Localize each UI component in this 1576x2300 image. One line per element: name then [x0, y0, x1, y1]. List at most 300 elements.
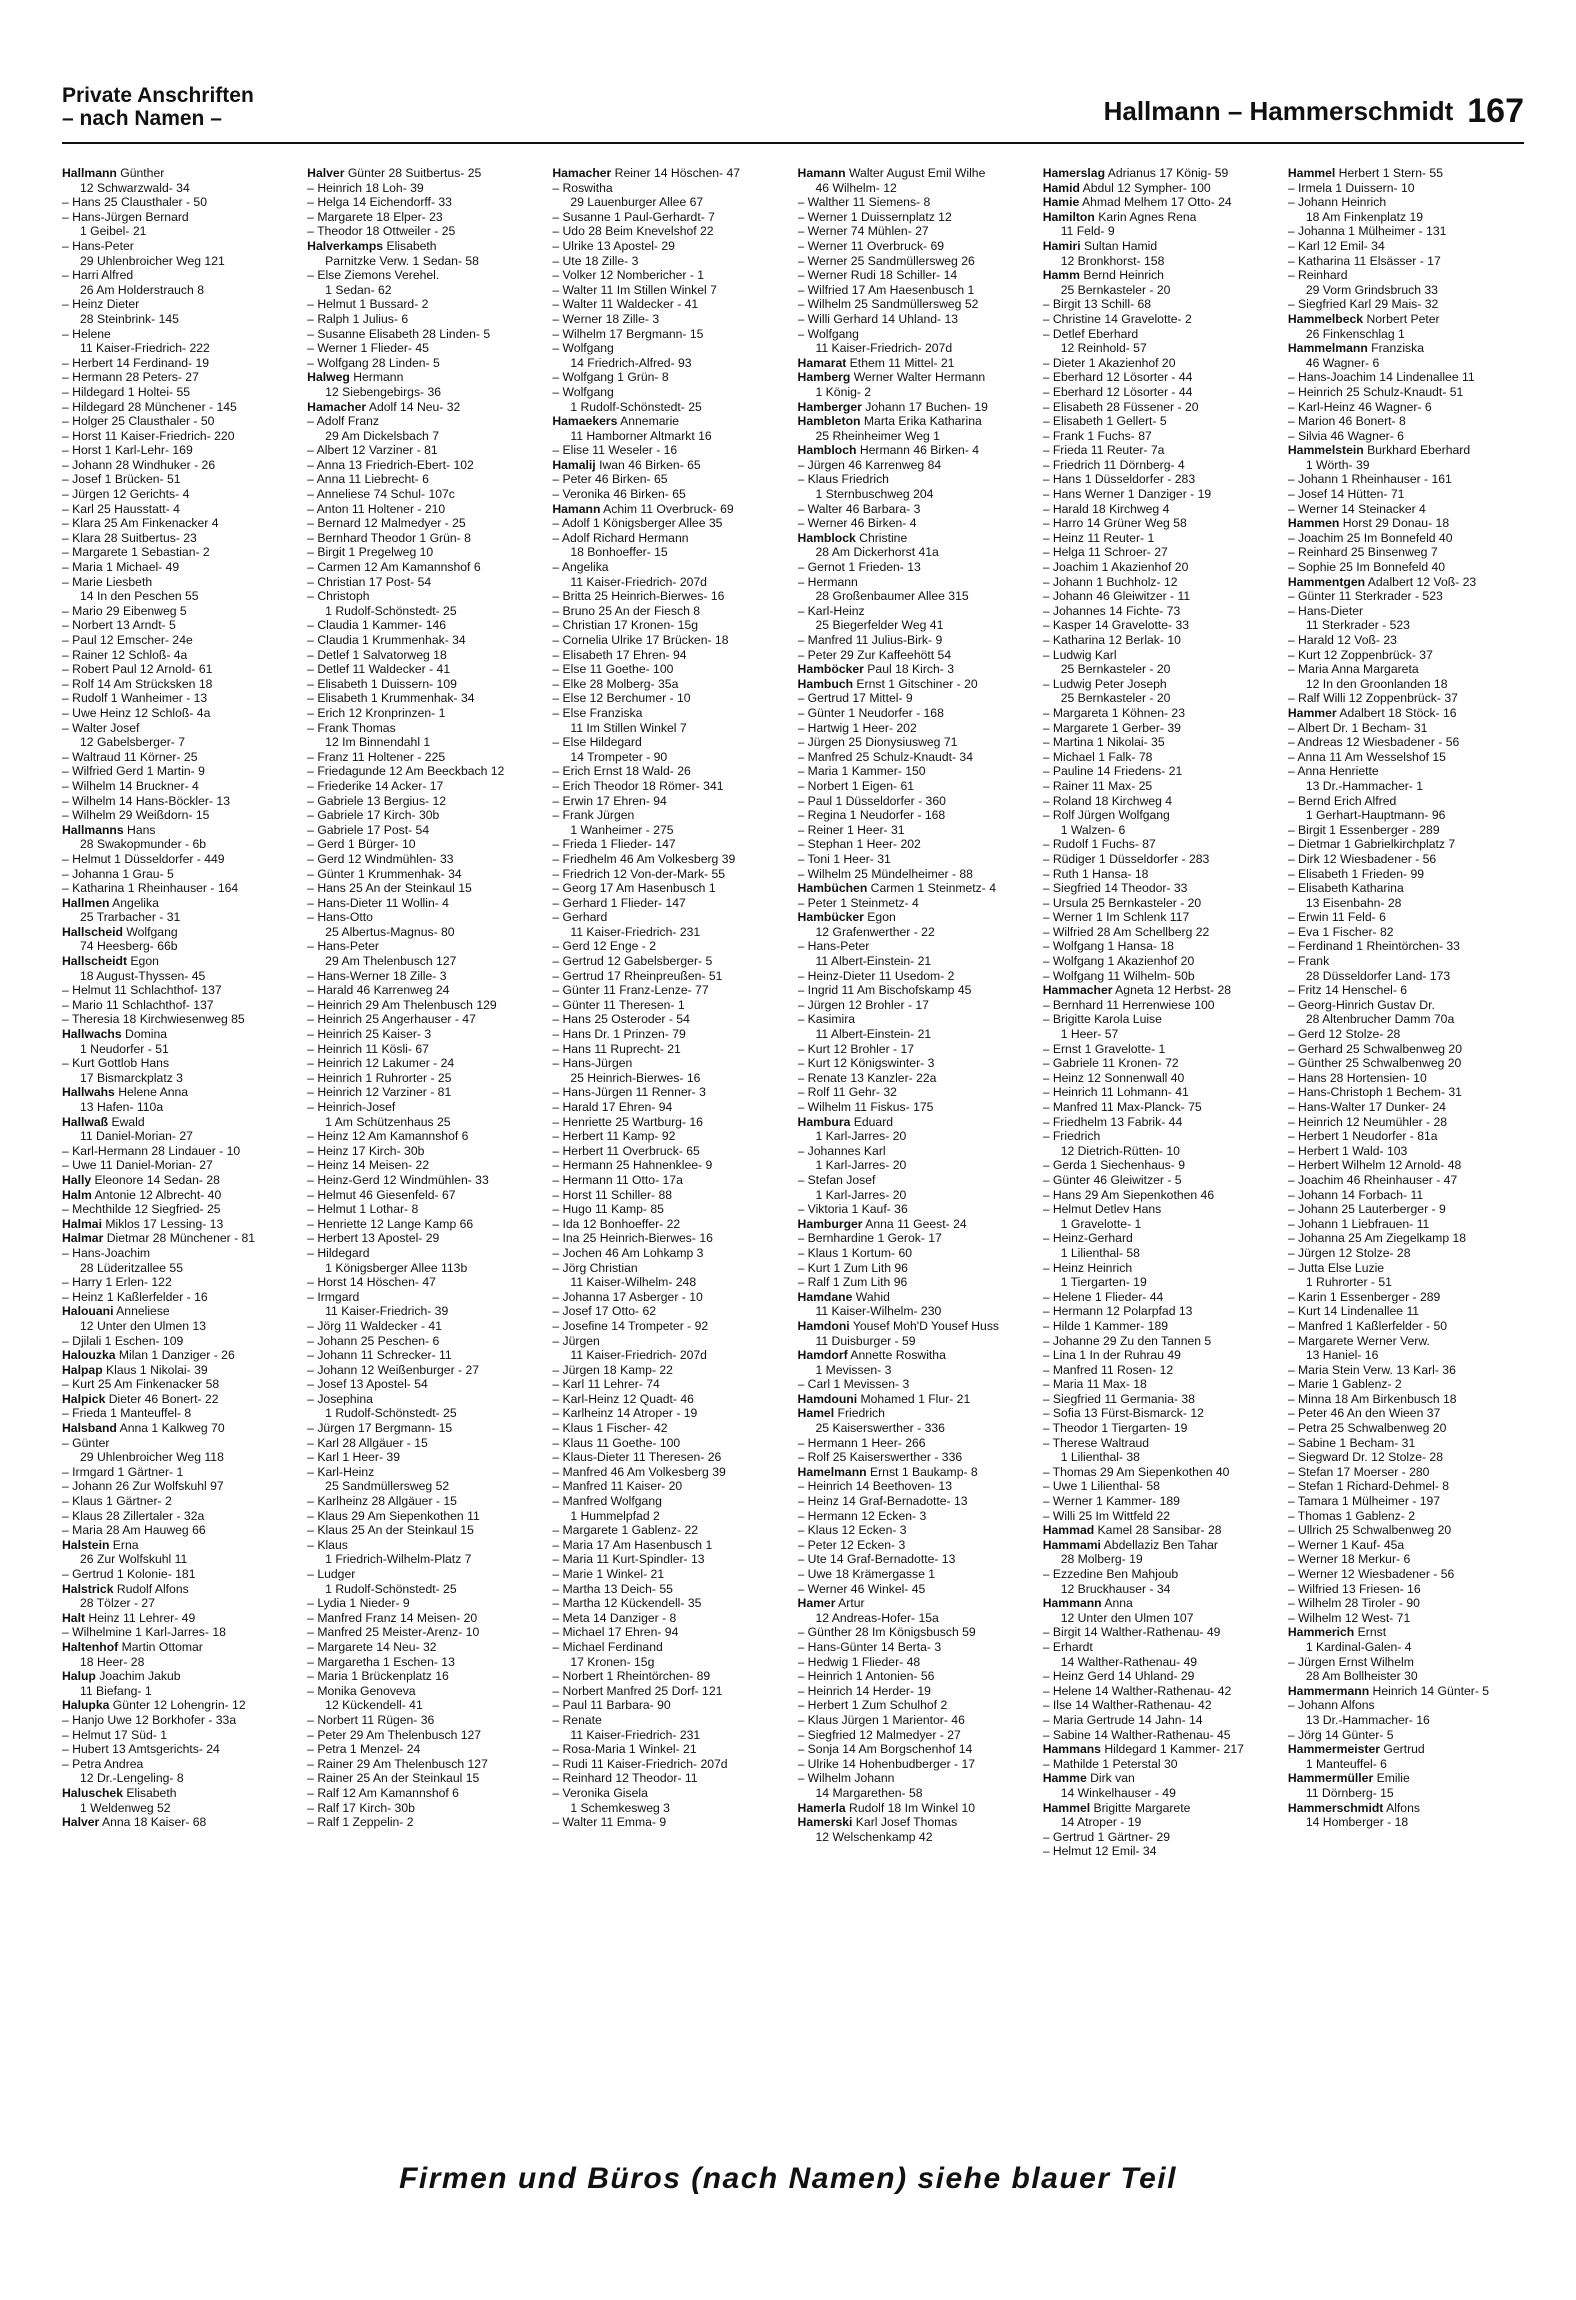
directory-entry — [62, 1406, 296, 1421]
directory-entry — [307, 1684, 541, 1699]
entry-text: – Fritz 14 Henschel- 6 — [1287, 983, 1408, 998]
entry-text: – Irmela 1 Duissern- 10 — [1287, 180, 1415, 195]
entry-text: – Elisabeth 1 Frieden- 99 — [1287, 866, 1425, 881]
directory-column — [62, 166, 296, 2156]
entry-text: Ewald — [108, 1114, 145, 1129]
entry-text: – Helmut 17 Süd- 1 — [62, 1727, 168, 1742]
entry-text: – Roland 18 Kirchweg 4 — [1042, 793, 1173, 808]
entry-text: – Josef 17 Otto- 62 — [552, 1304, 656, 1319]
directory-entry — [1043, 297, 1277, 312]
directory-entry — [1043, 1115, 1277, 1130]
entry-text: – Werner 1 Kammer- 189 — [1042, 1494, 1180, 1509]
entry-text: – Georg 17 Am Hasenbusch 1 — [552, 881, 716, 896]
directory-entry — [62, 735, 296, 750]
directory-entry — [62, 852, 296, 867]
directory-entry — [798, 1377, 1032, 1392]
directory-entry — [1288, 881, 1522, 896]
directory-entry — [1288, 794, 1522, 809]
entry-text: – Roswitha — [552, 180, 613, 195]
directory-entry — [62, 1231, 296, 1246]
surname: Hammelstein — [1287, 443, 1364, 458]
directory-entry — [798, 516, 1032, 531]
directory-entry — [798, 764, 1032, 779]
entry-text: Heinz 11 Lehrer- 49 — [85, 1610, 196, 1625]
directory-entry — [552, 779, 786, 794]
entry-text: – Maria 17 Am Hasenbusch 1 — [552, 1537, 713, 1552]
entry-text: – Gabriele 17 Post- 54 — [307, 822, 430, 837]
entry-text: – Uwe 18 Krämergasse 1 — [797, 1567, 936, 1581]
entry-text: – Regina 1 Neudorfer - 168 — [797, 808, 946, 823]
directory-entry — [552, 181, 786, 196]
directory-entry — [552, 166, 786, 181]
entry-text: – Hedwig 1 Flieder- 48 — [797, 1654, 921, 1669]
entry-text: – Hans 1 Düsseldorfer - 283 — [1042, 472, 1196, 487]
directory-entry — [1288, 1596, 1522, 1611]
entry-text: – Klaus-Dieter 11 Theresen- 26 — [552, 1450, 722, 1465]
directory-entry — [552, 1450, 786, 1465]
directory-entry — [552, 1406, 786, 1421]
entry-text: – Heinz Gerd 14 Uhland- 29 — [1042, 1669, 1195, 1684]
directory-entry — [552, 691, 786, 706]
directory-entry — [1043, 1523, 1277, 1538]
directory-entry — [62, 1596, 296, 1611]
entry-text: – Johann Heinrich — [1287, 195, 1387, 210]
surname: Hally — [62, 1172, 92, 1187]
directory-entry — [62, 283, 296, 298]
entry-text: – Norbert Manfred 25 Dorf- 121 — [552, 1683, 723, 1698]
entry-text: – Werner 1 Kauf- 45a — [1287, 1537, 1405, 1552]
entry-text: 11 Dörnberg- 15 — [1305, 1785, 1394, 1800]
entry-text: 1 Karl-Jarres- 20 — [815, 1129, 907, 1144]
entry-text: – Gerd 1 Bürger- 10 — [307, 837, 416, 852]
directory-entry — [798, 1450, 1032, 1465]
directory-entry — [552, 648, 786, 663]
directory-entry — [1288, 1392, 1522, 1407]
entry-text: – Johann 14 Forbach- 11 — [1287, 1187, 1424, 1202]
directory-entry — [552, 998, 786, 1013]
directory-entry — [1288, 531, 1522, 546]
surname: Hambuch — [797, 676, 854, 691]
entry-text: – Anneliese 74 Schul- 107c — [307, 487, 455, 502]
entry-text: – Albert 12 Varziner - 81 — [307, 443, 438, 458]
surname: Hambücker — [797, 910, 864, 925]
entry-text: – Karlheinz 28 Allgäuer - 15 — [307, 1494, 457, 1509]
entry-text: 1 Manteuffel- 6 — [1305, 1756, 1387, 1771]
surname: Halupka — [62, 1698, 110, 1713]
directory-entry — [307, 1436, 541, 1451]
entry-text: – Walter 11 Im Stillen Winkel 7 — [552, 282, 717, 297]
entry-text: – Siegfried 11 Germania- 38 — [1042, 1391, 1195, 1406]
surname: Halouzka — [62, 1348, 116, 1363]
directory-entry — [552, 1713, 786, 1728]
directory-entry — [552, 531, 786, 546]
entry-text: 26 Finkenschlag 1 — [1305, 326, 1405, 341]
entry-text: 28 Swakopmunder - 6b — [80, 837, 207, 852]
entry-text: – Ludwig Peter Joseph — [1042, 676, 1167, 691]
directory-entry — [1043, 1815, 1277, 1830]
entry-text: 11 Kaiser-Wilhelm- 230 — [815, 1304, 942, 1319]
entry-text: – Rainer 11 Max- 25 — [1042, 778, 1153, 793]
entry-text: Dietmar 28 Münchener - 81 — [103, 1231, 256, 1246]
directory-entry — [552, 604, 786, 619]
directory-entry — [1043, 910, 1277, 925]
entry-text: 13 Dr.-Hammacher- 1 — [1305, 778, 1424, 793]
entry-text: – Gerhard — [552, 910, 608, 925]
directory-entry — [1043, 1786, 1277, 1801]
entry-text: – Ludger — [307, 1567, 356, 1581]
entry-text: – Kurt 12 Zoppenbrück- 37 — [1287, 647, 1433, 662]
entry-text: – Josephina — [307, 1391, 373, 1406]
entry-text: – Marion 46 Bonert- 8 — [1287, 414, 1406, 429]
entry-text: – Christine 14 Gravelotte- 2 — [1042, 311, 1192, 326]
directory-entry — [307, 268, 541, 283]
entry-text: Anna 11 Geest- 24 — [862, 1216, 967, 1231]
directory-entry — [62, 356, 296, 371]
directory-entry — [552, 1012, 786, 1027]
directory-entry — [307, 998, 541, 1013]
directory-entry — [1043, 1479, 1277, 1494]
entry-text: 1 Hummelpfad 2 — [570, 1508, 660, 1523]
entry-text: – Erich 12 Kronprinzen- 1 — [307, 705, 446, 720]
entry-text: – Helmut 12 Emil- 34 — [1042, 1844, 1157, 1859]
directory-entry — [1043, 1158, 1277, 1173]
entry-text: – Maria 1 Kammer- 150 — [797, 764, 926, 779]
directory-entry — [62, 896, 296, 911]
entry-text: Agneta 12 Herbst- 28 — [1112, 983, 1232, 998]
directory-entry — [1288, 706, 1522, 721]
directory-entry — [307, 1640, 541, 1655]
entry-text: 11 Feld- 9 — [1060, 224, 1115, 239]
entry-text: – Thomas 1 Gablenz- 2 — [1287, 1508, 1415, 1523]
directory-entry — [798, 1801, 1032, 1816]
entry-text: – Wilfried 28 Am Schellberg 22 — [1042, 924, 1210, 939]
entry-text: – Thomas 29 Am Siepenkothen 40 — [1042, 1464, 1230, 1479]
entry-text: – Hans-Peter — [62, 238, 134, 253]
entry-text: 12 Reinhold- 57 — [1060, 341, 1147, 356]
surname: Hamer — [797, 1596, 836, 1611]
directory-entry — [307, 487, 541, 502]
directory-entry — [552, 1261, 786, 1276]
entry-text: – Helmut 46 Giesenfeld- 67 — [307, 1187, 456, 1202]
entry-text: – Michael Ferdinand — [552, 1639, 663, 1654]
entry-text: – Theodor 18 Ottweiler - 25 — [307, 224, 456, 239]
directory-entry — [798, 1786, 1032, 1801]
directory-entry — [1043, 575, 1277, 590]
directory-entry — [552, 1684, 786, 1699]
directory-entry — [1043, 239, 1277, 254]
directory-entry — [552, 1757, 786, 1772]
entry-text: – Harald 12 Voß- 23 — [1287, 633, 1397, 647]
entry-text: – Lina 1 In der Ruhrau 49 — [1042, 1348, 1181, 1363]
directory-entry — [307, 1698, 541, 1713]
entry-text: – Helmut 1 Lothar- 8 — [307, 1202, 419, 1217]
entry-text: – Carmen 12 Am Kamannshof 6 — [307, 560, 481, 575]
entry-text: 28 Molberg- 19 — [1060, 1552, 1143, 1567]
surname: Hallscheid — [62, 924, 123, 939]
entry-text: Burkhard Eberhard — [1363, 443, 1471, 458]
entry-text: – Werner 74 Mühlen- 27 — [797, 224, 929, 239]
directory-entry — [552, 1771, 786, 1786]
directory-entry — [1043, 735, 1277, 750]
entry-text: – Jürgen 17 Bergmann- 15 — [307, 1421, 453, 1436]
directory-entry — [552, 239, 786, 254]
entry-text: – Kurt 25 Am Finkenacker 58 — [62, 1377, 220, 1392]
directory-entry — [798, 618, 1032, 633]
entry-text: Adolf 14 Neu- 32 — [366, 399, 461, 414]
entry-text: 1 Rudolf-Schönstedt- 25 — [570, 399, 702, 414]
directory-entry — [1043, 1319, 1277, 1334]
entry-text: – Werner Rudi 18 Schiller- 14 — [797, 268, 958, 283]
entry-text: – Margarete 14 Neu- 32 — [307, 1639, 437, 1654]
directory-entry — [1288, 1757, 1522, 1772]
entry-text: – Siegfried 14 Theodor- 33 — [1042, 881, 1188, 896]
entry-text: Adalbert 18 Stöck- 16 — [1336, 705, 1457, 720]
entry-text: – Karl 12 Emil- 34 — [1287, 238, 1385, 253]
entry-text: – Ida 12 Bonhoeffer- 22 — [552, 1216, 681, 1231]
directory-entry — [62, 1567, 296, 1582]
directory-entry — [1288, 370, 1522, 385]
entry-text: – Horst 14 Höschen- 47 — [307, 1275, 436, 1290]
directory-entry — [798, 575, 1032, 590]
entry-text: 1 Wanheimer - 275 — [570, 822, 674, 837]
directory-entry — [307, 1465, 541, 1480]
entry-text: 28 Düsseldorfer Land- 173 — [1305, 968, 1451, 983]
directory-entry — [62, 1144, 296, 1159]
entry-text: – Erhardt — [1042, 1639, 1093, 1654]
entry-text: – Herbert 1 Wald- 103 — [1287, 1143, 1408, 1158]
directory-entry — [798, 458, 1032, 473]
entry-text: – Hans 25 An der Steinkaul 15 — [307, 881, 472, 896]
directory-entry — [1288, 458, 1522, 473]
entry-text: – Manfred 25 Schulz-Knaudt- 34 — [797, 749, 973, 764]
surname: Hallmanns — [62, 822, 124, 837]
directory-entry — [307, 721, 541, 736]
entry-text: – Dietmar 1 Gabrielkirchplatz 7 — [1287, 837, 1456, 852]
directory-entry — [62, 224, 296, 239]
directory-entry — [1288, 268, 1522, 283]
entry-text: – Irmgard — [307, 1289, 360, 1304]
directory-entry — [1288, 1698, 1522, 1713]
surname: Hammerschmidt — [1287, 1800, 1384, 1815]
entry-text: – Heinz Heinrich — [1042, 1260, 1133, 1275]
directory-entry — [798, 1625, 1032, 1640]
directory-entry — [62, 1625, 296, 1640]
entry-text: – Heinrich 11 Kösli- 67 — [307, 1041, 429, 1056]
directory-entry — [798, 1275, 1032, 1290]
entry-text: – Johannes 14 Fichte- 73 — [1042, 603, 1181, 618]
name-range: Hallmann – Hammerschmidt — [1103, 96, 1454, 126]
directory-entry — [1288, 1202, 1522, 1217]
directory-entry — [552, 1231, 786, 1246]
entry-text: – Harald 46 Karrenweg 24 — [307, 983, 450, 998]
entry-text: 1 Lilienthal- 38 — [1060, 1450, 1140, 1465]
directory-entry — [798, 1027, 1032, 1042]
directory-entry — [307, 224, 541, 239]
directory-entry — [62, 502, 296, 517]
directory-entry — [798, 837, 1032, 852]
entry-text: – Horst 11 Schiller- 88 — [552, 1187, 673, 1202]
entry-text: – Eva 1 Fischer- 82 — [1287, 924, 1394, 939]
directory-entry — [798, 1188, 1032, 1203]
surname: Halup — [62, 1669, 96, 1684]
entry-text: 11 Kaiser-Friedrich- 207d — [815, 341, 953, 356]
surname: Hammentgen — [1287, 574, 1366, 589]
directory-entry — [307, 750, 541, 765]
directory-entry — [62, 1757, 296, 1772]
directory-entry — [1043, 1552, 1277, 1567]
entry-text: Rudolf 18 Im Winkel 10 — [845, 1800, 976, 1815]
entry-text: 11 Hamborner Altmarkt 16 — [570, 428, 712, 443]
directory-entry — [62, 1217, 296, 1232]
directory-entry — [1043, 1085, 1277, 1100]
entry-text: – Reinhard — [1287, 268, 1348, 283]
directory-entry — [62, 823, 296, 838]
directory-entry — [1288, 356, 1522, 371]
entry-text: – Jörg Christian — [552, 1260, 638, 1275]
directory-entry — [1288, 896, 1522, 911]
entry-text: – Stefan 17 Moerser - 280 — [1287, 1464, 1430, 1479]
surname: Hamann — [552, 501, 601, 516]
entry-text: 28 Steinbrink- 145 — [80, 311, 179, 326]
directory-entry — [552, 983, 786, 998]
entry-text: – Detlef Eberhard — [1042, 326, 1139, 341]
entry-text: – Frieda 11 Reuter- 7a — [1042, 443, 1165, 458]
entry-text: – Wolfgang — [552, 341, 614, 356]
entry-text: Abdul 12 Sympher- 100 — [1079, 180, 1211, 195]
entry-text: – Birgit 1 Pregelweg 10 — [307, 545, 434, 560]
surname: Halpap — [62, 1362, 103, 1377]
surname: Hambleton — [797, 414, 861, 429]
entry-text: Abdellaziz Ben Tahar — [1100, 1537, 1218, 1552]
entry-text: – Kasimira — [797, 1012, 856, 1027]
surname: Hammad — [1042, 1523, 1095, 1538]
directory-entry — [307, 1596, 541, 1611]
entry-text: 29 Am Dickelsbach 7 — [325, 428, 439, 443]
directory-entry — [552, 297, 786, 312]
entry-text: – Britta 25 Heinrich-Bierwes- 16 — [552, 589, 725, 604]
entry-text: 11 Duisburger - 59 — [815, 1333, 916, 1348]
entry-text: 25 Albertus-Magnus- 80 — [325, 924, 455, 939]
entry-text: – Harri Alfred — [62, 268, 134, 283]
entry-text: – Frank 1 Fuchs- 87 — [1042, 428, 1152, 443]
directory-entry — [1288, 516, 1522, 531]
surname: Hamerslag — [1042, 166, 1106, 180]
directory-entry — [62, 1071, 296, 1086]
entry-text: Helene Anna — [114, 1085, 189, 1100]
surname: Hallwachs — [62, 1027, 122, 1042]
directory-column — [307, 166, 541, 2156]
surname: Hammermeister — [1287, 1742, 1380, 1757]
entry-text: – Toni 1 Heer- 31 — [797, 851, 891, 866]
directory-entry — [552, 1056, 786, 1071]
entry-text: 74 Heesberg- 66b — [80, 939, 178, 954]
directory-entry — [307, 1786, 541, 1801]
entry-text: – Eberhard 12 Lösorter - 44 — [1042, 384, 1193, 399]
entry-text: – Heinrich-Josef — [307, 1100, 396, 1114]
entry-text: 25 Heinrich-Bierwes- 16 — [570, 1070, 701, 1085]
directory-entry — [62, 939, 296, 954]
directory-entry — [1288, 589, 1522, 604]
directory-entry — [1043, 1771, 1277, 1786]
entry-text: – Siegfried Karl 29 Mais- 32 — [1287, 297, 1439, 312]
entry-text: 11 Biefang- 1 — [80, 1683, 152, 1698]
entry-text: – Rudi 11 Kaiser-Friedrich- 207d — [552, 1756, 728, 1771]
directory-entry — [1288, 254, 1522, 269]
directory-entry — [1288, 1611, 1522, 1626]
entry-text: – Kasper 14 Gravelotte- 33 — [1042, 618, 1190, 633]
directory-entry — [307, 1202, 541, 1217]
entry-text: 1 Mevissen- 3 — [815, 1362, 892, 1377]
directory-entry — [552, 1275, 786, 1290]
entry-text: 26 Zur Wolfskuhl 11 — [80, 1552, 188, 1567]
directory-entry — [1043, 648, 1277, 663]
entry-text: – Tamara 1 Mülheimer - 197 — [1287, 1494, 1441, 1509]
entry-text: – Birgit 1 Essenberger - 289 — [1287, 822, 1440, 837]
directory-entry — [798, 356, 1032, 371]
directory-entry — [1288, 385, 1522, 400]
directory-entry — [307, 1567, 541, 1582]
entry-text: – Heinrich 11 Lohmann- 41 — [1042, 1085, 1189, 1100]
entry-text: – Mario 29 Eibenweg 5 — [62, 603, 187, 618]
directory-entry — [1043, 166, 1277, 181]
directory-entry — [62, 618, 296, 633]
entry-text: 28 Großenbaumer Allee 315 — [815, 589, 969, 604]
directory-entry — [1043, 356, 1277, 371]
directory-entry — [552, 677, 786, 692]
directory-entry — [798, 1115, 1032, 1130]
directory-entry — [307, 1421, 541, 1436]
directory-entry — [798, 1202, 1032, 1217]
entry-text: – Joachim 46 Rheinhauser - 47 — [1287, 1172, 1458, 1187]
entry-text: – Siegfried 12 Malmedyer - 27 — [797, 1727, 961, 1742]
entry-text: – Klaus Friedrich — [797, 472, 889, 487]
directory-entry — [798, 1100, 1032, 1115]
directory-entry — [1288, 560, 1522, 575]
entry-text: – Johann 46 Gleiwitzer - 11 — [1042, 589, 1191, 604]
directory-entry — [1043, 1436, 1277, 1451]
entry-text: – Walter Josef — [62, 720, 140, 735]
directory-entry — [798, 312, 1032, 327]
surname: Hamdorf — [797, 1348, 848, 1363]
directory-entry — [1043, 589, 1277, 604]
entry-text: – Josefine 14 Trompeter - 92 — [552, 1318, 709, 1333]
directory-entry — [1043, 721, 1277, 736]
entry-text: – Georg-Hinrich Gustav Dr. — [1287, 997, 1435, 1012]
directory-entry — [1288, 1567, 1522, 1582]
entry-text: Brigitte Margarete — [1090, 1800, 1191, 1815]
entry-text: – Klara 28 Suitbertus- 23 — [62, 530, 197, 545]
entry-text: – Heinz 1 Kaßlerfelder - 16 — [62, 1289, 208, 1304]
directory-entry — [307, 400, 541, 415]
directory-entry — [552, 429, 786, 444]
entry-text: – Erwin 11 Feld- 6 — [1287, 910, 1386, 925]
entry-text: 11 Albert-Einstein- 21 — [815, 954, 932, 969]
entry-text: – Günter 11 Franz-Lenze- 77 — [552, 983, 709, 998]
entry-text: – Rainer 29 Am Thelenbusch 127 — [307, 1756, 488, 1771]
entry-text: – Ina 25 Heinrich-Bierwes- 16 — [552, 1231, 713, 1246]
directory-entry — [798, 779, 1032, 794]
entry-text: – Bernhard Theodor 1 Grün- 8 — [307, 530, 471, 545]
entry-text: – Albert Dr. 1 Becham- 31 — [1287, 720, 1428, 735]
directory-entry — [798, 1231, 1032, 1246]
entry-text: – Gernot 1 Frieden- 13 — [797, 560, 921, 575]
directory-entry — [62, 1392, 296, 1407]
entry-text: – Gerhard 1 Flieder- 147 — [552, 895, 686, 910]
directory-entry — [1043, 1144, 1277, 1159]
entry-text: Elisabeth — [122, 1785, 177, 1800]
directory-entry — [1043, 443, 1277, 458]
surname: Hambloch — [797, 443, 857, 458]
